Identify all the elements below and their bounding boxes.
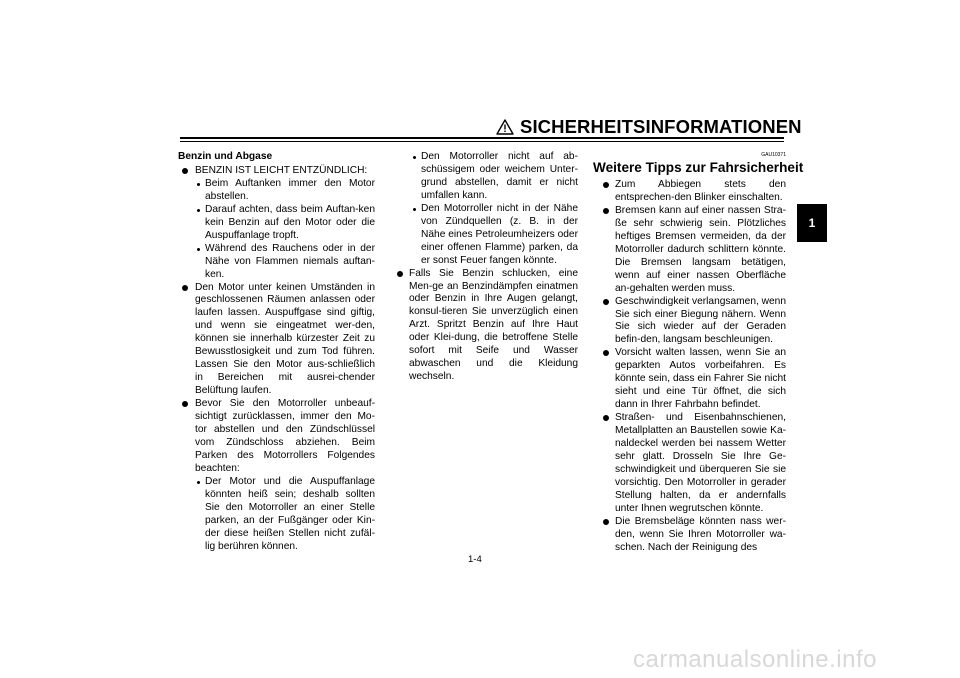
bullet-item xyxy=(593,296,786,348)
page-number: 1-4 xyxy=(468,554,482,565)
section-heading: Weitere Tipps zur Fahrsicherheit xyxy=(593,160,804,175)
bullet-text: Bevor Sie den Motorroller unbeauf-sichtigt zurücklassen, immer den Mo-tor abstellen und den Zündschlüssel vom Zündschloss abziehen. Beim Parken des Motorrollers Folgendes beachten: xyxy=(195,398,375,474)
sub-bullet-text: Den Motorroller nicht auf ab-schüssigem oder weichem Unter-grund abstellen, damit er nicht umfallen kann. xyxy=(421,151,578,201)
bullet-text: Bremsen kann auf einer nassen Stra-ße sehr schwierig sein. Plötzliches heftiges Bremsen vermeiden, da der Motorroller dadurch schlittern könnte. Die Bremsen langsam betätigen, wenn auf einer nassen Oberfläche an-gehalten werden muss. xyxy=(615,204,786,294)
bullet-text: Die Bremsbeläge könnten nass wer-den, wenn Sie Ihren Motorroller wa-schen. Nach der Reinigung des xyxy=(615,515,786,553)
bullet-text: BENZIN IST LEICHT ENTZÜNDLICH: xyxy=(195,164,368,176)
bullet-item xyxy=(593,516,786,555)
sub-bullet-item xyxy=(186,204,375,243)
bullet-text: Falls Sie Benzin schlucken, eine Men-ge an Benzindämpfen einatmen oder Benzin in Ihre Augen gelangt, konsul-tieren Sie unverzüglich einen Arzt. Spritzt Benzin auf Ihre Haut oder Klei-dung, die betroffene Stelle sofort mit Seife und Wasser abwaschen und die Kleidung wechseln. xyxy=(409,267,578,383)
bullet-item xyxy=(178,282,375,399)
sub-bullet-item xyxy=(409,203,578,268)
column-2 xyxy=(396,151,578,384)
sub-bullet-text: Den Motorroller nicht in der Nähe von Zündquellen (z. B. in der Nähe eines Petroleumheizers oder einer offenen Flamme) parken, da er sonst Feuer fangen könnte. xyxy=(421,202,578,266)
bullet-item xyxy=(178,398,375,553)
sub-bullet-item xyxy=(409,151,578,203)
bullet-text: Straßen- und Eisenbahnschienen, Metallplatten an Baustellen sowie Ka-naldeckel werden bei nassem Wetter sehr glatt. Drosseln Sie Ihre Ge-schwindigkeit und überqueren Sie sie vorsichtig. Den Motorroller in gerader Stellung halten, da er andernfalls unter Ihnen wegrutschen könnte. xyxy=(615,412,786,514)
bullet-item xyxy=(593,412,786,516)
watermark: carmanualsonline.info xyxy=(633,646,877,673)
page-header xyxy=(496,116,802,138)
bullet-item xyxy=(593,347,786,412)
bullet-text: Zum Abbiegen stets den entsprechen-den Blinker einschalten. xyxy=(615,179,786,203)
sub-bullet-item xyxy=(186,476,375,554)
bullet-item xyxy=(178,165,375,282)
bullet-item xyxy=(593,179,786,205)
sub-bullet-text: Während des Rauchens oder in der Nähe von Flammen niemals auftan-ken. xyxy=(205,242,375,280)
column-1 xyxy=(178,151,375,554)
bullet-text: Den Motor unter keinen Umständen in geschlossenen Räumen anlassen oder laufen lassen. Auspuffgase sind giftig, und wenn sie eingeatmet wer-den, können sie innerhalb kürzester Zeit zu Bewusstlosigkeit und zum Tod führen. Lassen Sie den Motor aus-schließlich in Bereichen mit ausrei-chender Belüftung laufen. xyxy=(195,281,375,397)
sub-bullet-text: Der Motor und die Auspuffanlage könnten heiß sein; deshalb sollten Sie den Motorroller an einer Stelle parken, an der Fußgänger oder Kin-der diese heißen Stellen nicht zufäl-lig berühren können. xyxy=(205,475,375,552)
bullet-text: Geschwindigkeit verlangsamen, wenn Sie sich einer Biegung nähern. Wenn Sie sich wieder auf der Geraden befin-den, langsam beschleunigen. xyxy=(615,295,787,346)
page-title: SICHERHEITSINFORMATIONEN xyxy=(520,116,802,137)
header-rule-thick xyxy=(180,137,784,139)
section-heading: Benzin und Abgase xyxy=(178,151,273,162)
bullet-item xyxy=(396,268,578,385)
sub-bullet-item xyxy=(186,178,375,204)
column-3 xyxy=(593,151,804,555)
header-rule-thin xyxy=(180,141,784,142)
warning-triangle-icon xyxy=(496,119,514,135)
sub-bullet-text: Darauf achten, dass beim Auftan-ken kein Benzin auf den Motor oder die Auspuffanlage tropft. xyxy=(205,203,375,241)
chapter-tab: 1 xyxy=(797,204,827,242)
sub-bullet-item xyxy=(186,243,375,282)
sub-bullet-text: Beim Auftanken immer den Motor abstellen. xyxy=(205,177,375,202)
bullet-text: Vorsicht walten lassen, wenn Sie an geparkten Autos vorbeifahren. Es könnte sein, dass ein Fahrer Sie nicht sieht und eine Tür öffnet, die sich dann in Ihrer Fahrbahn befindet. xyxy=(615,347,786,411)
bullet-item xyxy=(593,205,786,296)
document-code: GAU10371 xyxy=(761,152,786,158)
